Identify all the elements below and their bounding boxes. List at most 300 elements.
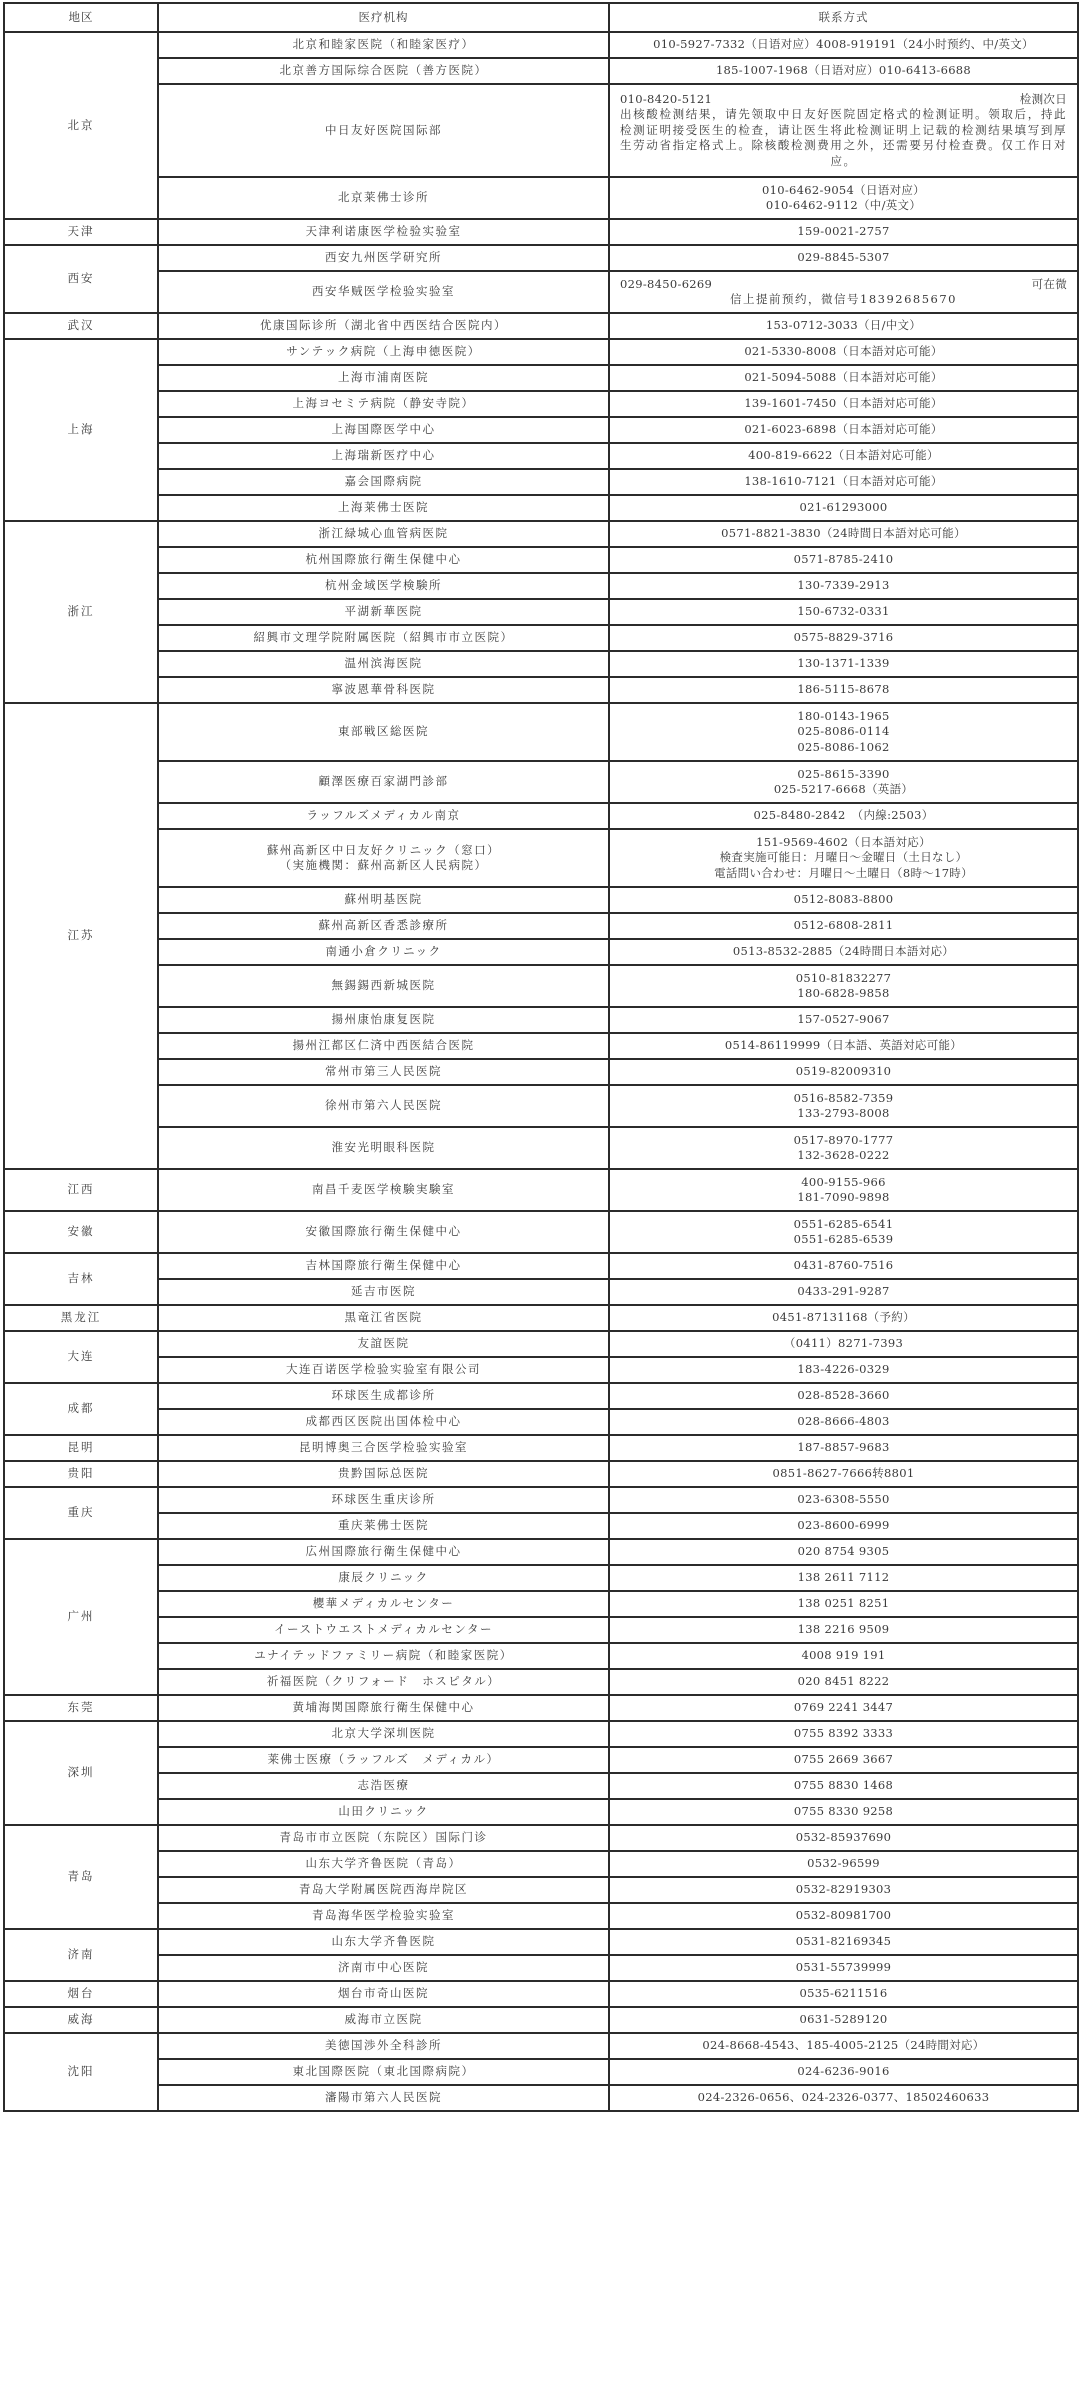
institution-cell bbox=[158, 573, 609, 599]
contact-cell bbox=[609, 547, 1078, 573]
institution-name: 瀋陽市第六人民医院 bbox=[325, 2090, 442, 2105]
institution-cell bbox=[158, 1305, 609, 1331]
table-row bbox=[4, 887, 1078, 913]
contact-line: 0519-82009310 bbox=[795, 1064, 892, 1079]
institution-cell bbox=[158, 84, 609, 177]
table-row bbox=[4, 1773, 1078, 1799]
contact-cell bbox=[609, 1747, 1078, 1773]
contact-cell bbox=[609, 1981, 1078, 2007]
contact-cell bbox=[609, 365, 1078, 391]
table-row bbox=[4, 1461, 1078, 1487]
institution-cell bbox=[158, 1929, 609, 1955]
contact-cell bbox=[609, 599, 1078, 625]
institution-cell bbox=[158, 1461, 609, 1487]
table-row bbox=[4, 271, 1078, 313]
table-row bbox=[4, 1617, 1078, 1643]
institution-cell bbox=[158, 177, 609, 219]
contact-cell bbox=[609, 1331, 1078, 1357]
institution-name: 友誼医院 bbox=[357, 1336, 410, 1351]
contact-cell bbox=[609, 271, 1078, 313]
table-header bbox=[4, 3, 1078, 32]
contact-cell bbox=[609, 1059, 1078, 1085]
contact-cell bbox=[609, 803, 1078, 829]
contact-line: 400-9155-966 bbox=[801, 1174, 886, 1189]
phone-number: 029-8450-6269 bbox=[620, 276, 713, 291]
institution-cell bbox=[158, 1565, 609, 1591]
table-row bbox=[4, 1357, 1078, 1383]
institution-name: 昆明博奥三合医学检验实验室 bbox=[299, 1440, 468, 1455]
table-row bbox=[4, 1721, 1078, 1747]
institution-cell bbox=[158, 965, 609, 1007]
institution-cell bbox=[158, 365, 609, 391]
contact-line: 0532-96599 bbox=[807, 1856, 880, 1871]
table-row bbox=[4, 1305, 1078, 1331]
region-cell: 青岛 bbox=[4, 1825, 158, 1929]
contact-line: 010-6462-9112（中/英文） bbox=[765, 198, 922, 212]
clinic-table bbox=[3, 2, 1079, 2112]
contact-cell bbox=[609, 1617, 1078, 1643]
table-row bbox=[4, 1799, 1078, 1825]
region-cell: 西安 bbox=[4, 245, 158, 313]
contact-cell bbox=[609, 2033, 1078, 2059]
contact-cell bbox=[609, 1565, 1078, 1591]
institution-cell bbox=[158, 443, 609, 469]
institution-name: 蘇州高新区中日友好クリニック（窓口） bbox=[266, 842, 501, 857]
contact-line: 028-8666-4803 bbox=[797, 1414, 890, 1429]
table-row bbox=[4, 365, 1078, 391]
contact-cell bbox=[609, 1357, 1078, 1383]
contact-line: 133-2793-8008 bbox=[797, 1106, 890, 1120]
contact-cell bbox=[609, 677, 1078, 703]
contact-cell bbox=[609, 1851, 1078, 1877]
institution-name: イーストウエストメディカルセンター bbox=[274, 1622, 493, 1637]
contact-line: 0755 8392 3333 bbox=[793, 1726, 894, 1741]
institution-cell bbox=[158, 2007, 609, 2033]
contact-cell bbox=[609, 219, 1078, 245]
table-row bbox=[4, 2033, 1078, 2059]
institution-cell bbox=[158, 887, 609, 913]
institution-cell bbox=[158, 1721, 609, 1747]
contact-line: 0512-8083-8800 bbox=[793, 892, 894, 907]
contact-line: 0755 8830 1468 bbox=[793, 1778, 894, 1793]
contact-line: 電話問い合わせ：月曜日～土曜日（8時～17時） bbox=[714, 865, 973, 880]
table-row bbox=[4, 803, 1078, 829]
contact-cell bbox=[609, 2085, 1078, 2111]
institution-cell bbox=[158, 339, 609, 365]
institution-cell bbox=[158, 1877, 609, 1903]
institution-name: 上海ヨセミテ病院（静安寺院） bbox=[292, 396, 475, 411]
institution-name: 広州国際旅行衛生保健中心 bbox=[305, 1544, 462, 1559]
institution-cell bbox=[158, 1033, 609, 1059]
region-cell: 武汉 bbox=[4, 313, 158, 339]
contact-line: 010-6462-9054（日语对应） bbox=[762, 182, 925, 197]
contact-line: 025-8086-1062 bbox=[797, 739, 890, 754]
contact-cell bbox=[609, 1929, 1078, 1955]
contact-line: 0431-8760-7516 bbox=[793, 1258, 894, 1273]
institution-name: 顧澤医療百家湖門診部 bbox=[318, 774, 449, 789]
institution-cell bbox=[158, 1007, 609, 1033]
institution-name: 寧波恩華骨科医院 bbox=[331, 682, 436, 697]
region-cell: 成都 bbox=[4, 1383, 158, 1435]
contact-cell bbox=[609, 761, 1078, 803]
contact-line: 0451-87131168（予約） bbox=[772, 1310, 915, 1325]
table-row bbox=[4, 469, 1078, 495]
institution-cell bbox=[158, 1539, 609, 1565]
institution-name: ユナイテッドファミリー病院（和睦家医院） bbox=[254, 1648, 513, 1663]
contact-cell bbox=[609, 1669, 1078, 1695]
institution-cell bbox=[158, 803, 609, 829]
region-cell: 江苏 bbox=[4, 703, 158, 1169]
region-cell: 广州 bbox=[4, 1539, 158, 1695]
institution-name: 贵黔国际总医院 bbox=[338, 1466, 429, 1481]
contact-cell bbox=[609, 1591, 1078, 1617]
table-row bbox=[4, 417, 1078, 443]
contact-line: 0433-291-9287 bbox=[797, 1284, 890, 1299]
table-row bbox=[4, 1591, 1078, 1617]
contact-line: 153-0712-3033（日/中文） bbox=[765, 318, 922, 333]
table-row bbox=[4, 1903, 1078, 1929]
institution-cell bbox=[158, 1085, 609, 1127]
contact-cell bbox=[609, 573, 1078, 599]
contact-cell bbox=[609, 521, 1078, 547]
table-row bbox=[4, 2059, 1078, 2085]
table-row bbox=[4, 1955, 1078, 1981]
contact-line: 010-5927-7332（日语对应）4008-919191（24小时预约、中/英文） bbox=[653, 37, 1034, 52]
contact-first-line bbox=[620, 277, 1067, 293]
institution-name: 南昌千麦医学検験実験室 bbox=[312, 1182, 455, 1197]
institution-name: 上海瑞新医疗中心 bbox=[331, 448, 436, 463]
institution-cell bbox=[158, 1591, 609, 1617]
contact-line: 138 2611 7112 bbox=[797, 1570, 890, 1585]
contact-cell bbox=[609, 1825, 1078, 1851]
institution-name: 嘉会国際病院 bbox=[344, 474, 423, 489]
table-row bbox=[4, 1487, 1078, 1513]
table-row bbox=[4, 1565, 1078, 1591]
institution-cell bbox=[158, 1851, 609, 1877]
institution-name: 黒竜江省医院 bbox=[344, 1310, 423, 1325]
table-row bbox=[4, 1007, 1078, 1033]
contact-line: 151-9569-4602（日本語対応） bbox=[756, 834, 931, 849]
institution-name: 常州市第三人民医院 bbox=[325, 1064, 442, 1079]
institution-name: 淮安光明眼科医院 bbox=[331, 1140, 436, 1155]
contact-line: 150-6732-0331 bbox=[797, 604, 890, 619]
contact-cell bbox=[609, 1279, 1078, 1305]
header-contact: 联系方式 bbox=[609, 3, 1078, 32]
contact-cell bbox=[609, 829, 1078, 887]
institution-cell bbox=[158, 1955, 609, 1981]
institution-cell bbox=[158, 651, 609, 677]
institution-name: 安徽国際旅行衛生保健中心 bbox=[305, 1224, 462, 1239]
institution-name: 延吉市医院 bbox=[351, 1284, 416, 1299]
contact-cell bbox=[609, 1721, 1078, 1747]
table-row bbox=[4, 1059, 1078, 1085]
contact-line: 138 2216 9509 bbox=[797, 1622, 890, 1637]
institution-cell bbox=[158, 1903, 609, 1929]
institution-name: 成都西区医院出国体检中心 bbox=[305, 1414, 462, 1429]
document-page bbox=[3, 2, 1077, 2112]
contact-line: 020 8754 9305 bbox=[797, 1544, 890, 1559]
contact-line: 186-5115-8678 bbox=[797, 682, 890, 697]
institution-cell bbox=[158, 469, 609, 495]
institution-name: サンテック病院（上海申徳医院） bbox=[286, 344, 481, 359]
institution-cell bbox=[158, 313, 609, 339]
contact-line: 400-819-6622（日本語対応可能） bbox=[748, 448, 939, 463]
region-cell: 天津 bbox=[4, 219, 158, 245]
table-row bbox=[4, 1085, 1078, 1127]
contact-line: 180-0143-1965 bbox=[797, 708, 890, 723]
contact-line: 021-61293000 bbox=[799, 500, 888, 515]
table-row bbox=[4, 339, 1078, 365]
table-row bbox=[4, 84, 1078, 177]
contact-cell bbox=[609, 84, 1078, 177]
table-row bbox=[4, 1669, 1078, 1695]
table-row bbox=[4, 245, 1078, 271]
note-lead: 可在微 bbox=[1031, 276, 1067, 291]
table-row bbox=[4, 1695, 1078, 1721]
institution-name: ラッフルズメディカル南京 bbox=[306, 808, 461, 823]
institution-cell bbox=[158, 913, 609, 939]
header-institution: 医疗机构 bbox=[158, 3, 609, 32]
contact-cell bbox=[609, 1955, 1078, 1981]
institution-name: 北京善方国际综合医院（善方医院） bbox=[279, 63, 488, 78]
table-row bbox=[4, 1169, 1078, 1211]
institution-name: 上海国際医学中心 bbox=[331, 422, 436, 437]
institution-name: 杭州金域医学検験所 bbox=[325, 578, 442, 593]
contact-cell bbox=[609, 443, 1078, 469]
institution-name: 西安九州医学研究所 bbox=[325, 250, 442, 265]
table-row bbox=[4, 939, 1078, 965]
table-row bbox=[4, 177, 1078, 219]
table-row bbox=[4, 1033, 1078, 1059]
institution-cell bbox=[158, 495, 609, 521]
institution-name: 徐州市第六人民医院 bbox=[325, 1098, 442, 1113]
institution-name: 山东大学齐鲁医院 bbox=[331, 1934, 436, 1949]
region-cell: 江西 bbox=[4, 1169, 158, 1211]
institution-cell bbox=[158, 2085, 609, 2111]
contact-line: 138-1610-7121（日本語対応可能） bbox=[744, 474, 943, 489]
contact-line: 183-4226-0329 bbox=[797, 1362, 890, 1377]
contact-cell bbox=[609, 1643, 1078, 1669]
contact-cell bbox=[609, 1253, 1078, 1279]
institution-cell bbox=[158, 1825, 609, 1851]
contact-line: 021-5094-5088（日本語対応可能） bbox=[744, 370, 943, 385]
table-row bbox=[4, 829, 1078, 887]
institution-cell bbox=[158, 1773, 609, 1799]
contact-cell bbox=[609, 1085, 1078, 1127]
institution-cell bbox=[158, 677, 609, 703]
institution-cell bbox=[158, 1383, 609, 1409]
contact-line: 0631-5289120 bbox=[799, 2012, 888, 2027]
contact-cell bbox=[609, 1007, 1078, 1033]
contact-line: 023-8600-6999 bbox=[797, 1518, 890, 1533]
contact-line: 021-5330-8008（日本語対応可能） bbox=[744, 344, 943, 359]
contact-line: 138 0251 8251 bbox=[797, 1596, 890, 1611]
contact-line: 0514-86119999（日本語、英語対応可能） bbox=[724, 1038, 963, 1053]
phone-number: 010-8420-5121 bbox=[620, 91, 713, 106]
contact-line: 0535-6211516 bbox=[799, 1986, 888, 2001]
contact-line: 0551-6285-6539 bbox=[793, 1232, 894, 1246]
institution-cell bbox=[158, 32, 609, 58]
table-row bbox=[4, 219, 1078, 245]
table-row bbox=[4, 1331, 1078, 1357]
institution-cell bbox=[158, 625, 609, 651]
contact-first-line bbox=[620, 92, 1067, 108]
institution-cell bbox=[158, 271, 609, 313]
table-row bbox=[4, 761, 1078, 803]
contact-line: 0532-82919303 bbox=[795, 1882, 892, 1897]
institution-name: 大连百诺医学检验实验室有限公司 bbox=[286, 1362, 481, 1377]
contact-cell bbox=[609, 1127, 1078, 1169]
institution-cell bbox=[158, 703, 609, 761]
contact-cell bbox=[609, 703, 1078, 761]
table-row bbox=[4, 313, 1078, 339]
institution-name: 莱佛士医療（ラッフルズ メディカル） bbox=[267, 1752, 500, 1767]
institution-cell bbox=[158, 1409, 609, 1435]
header-region: 地区 bbox=[4, 3, 158, 32]
contact-line: 0531-55739999 bbox=[795, 1960, 892, 1975]
table-row bbox=[4, 1383, 1078, 1409]
contact-line: 024-8668-4543、185-4005-2125（24時間対応） bbox=[702, 2038, 985, 2053]
region-cell: 吉林 bbox=[4, 1253, 158, 1305]
institution-name: （実施機関：蘇州高新区人民病院） bbox=[279, 858, 488, 872]
contact-line: 0512-6808-2811 bbox=[793, 918, 894, 933]
institution-name: 無錫錫西新城医院 bbox=[331, 978, 436, 993]
contact-line: 0769 2241 3447 bbox=[793, 1700, 894, 1715]
table-row bbox=[4, 599, 1078, 625]
table-row bbox=[4, 521, 1078, 547]
institution-cell bbox=[158, 599, 609, 625]
table-row bbox=[4, 1127, 1078, 1169]
contact-line: 検査実施可能日：月曜日～金曜日（土日なし） bbox=[719, 850, 968, 865]
region-cell: 大连 bbox=[4, 1331, 158, 1383]
institution-name: 浙江緑城心血管病医院 bbox=[318, 526, 449, 541]
table-row bbox=[4, 443, 1078, 469]
institution-cell bbox=[158, 1643, 609, 1669]
contact-line: 025-8086-0114 bbox=[797, 724, 890, 739]
institution-name: 北京莱佛士诊所 bbox=[338, 190, 429, 205]
institution-name: 蘇州明基医院 bbox=[344, 892, 423, 907]
institution-cell bbox=[158, 245, 609, 271]
contact-line: 180-6828-9858 bbox=[797, 986, 890, 1000]
contact-line: 025-5217-6668（英語） bbox=[773, 782, 914, 796]
institution-name: 櫻華メディカルセンター bbox=[312, 1596, 455, 1611]
table-row bbox=[4, 1747, 1078, 1773]
table-row bbox=[4, 677, 1078, 703]
contact-line: 025-8480-2842 （内線:2503） bbox=[753, 808, 934, 823]
contact-cell bbox=[609, 417, 1078, 443]
institution-cell bbox=[158, 1513, 609, 1539]
table-row bbox=[4, 1279, 1078, 1305]
region-cell: 昆明 bbox=[4, 1435, 158, 1461]
table-row bbox=[4, 913, 1078, 939]
note-text: 出核酸检测结果，请先领取中日友好医院固定格式的检测证明。领取后，持此检测证明接受医生的检查，请让医生将此检测证明上记载的检测结果填写到厚生劳动省指定格式上。除核酸检测费用之外，还需要另付检查费。仅工作日对应。 bbox=[620, 107, 1067, 168]
note-text: 信上提前预约，微信号18392685670 bbox=[730, 292, 957, 306]
contact-line: 185-1007-1968（日语对应）010-6413-6688 bbox=[715, 63, 972, 78]
institution-cell bbox=[158, 521, 609, 547]
contact-line: 0575-8829-3716 bbox=[793, 630, 894, 645]
contact-line: 130-1371-1339 bbox=[797, 656, 890, 671]
institution-name: 环球医生重庆诊所 bbox=[331, 1492, 436, 1507]
contact-line: 130-7339-2913 bbox=[797, 578, 890, 593]
institution-cell bbox=[158, 1279, 609, 1305]
table-row bbox=[4, 1409, 1078, 1435]
region-cell: 重庆 bbox=[4, 1487, 158, 1539]
region-cell: 北京 bbox=[4, 32, 158, 219]
table-row bbox=[4, 1253, 1078, 1279]
contact-cell bbox=[609, 1877, 1078, 1903]
institution-cell bbox=[158, 391, 609, 417]
table-row bbox=[4, 58, 1078, 84]
contact-line: 132-3628-0222 bbox=[797, 1148, 890, 1162]
institution-cell bbox=[158, 2033, 609, 2059]
contact-line: 029-8845-5307 bbox=[797, 250, 890, 265]
contact-cell bbox=[609, 965, 1078, 1007]
institution-name: 青岛海华医学检验实验室 bbox=[312, 1908, 455, 1923]
contact-cell bbox=[609, 1799, 1078, 1825]
institution-name: 重庆莱佛士医院 bbox=[338, 1518, 429, 1533]
contact-line: 021-6023-6898（日本語対応可能） bbox=[744, 422, 943, 437]
table-row bbox=[4, 547, 1078, 573]
contact-line: 0531-82169345 bbox=[795, 1934, 892, 1949]
contact-line: 0532-80981700 bbox=[795, 1908, 892, 1923]
region-cell: 浙江 bbox=[4, 521, 158, 703]
contact-cell bbox=[609, 469, 1078, 495]
institution-name: 志浩医療 bbox=[357, 1778, 410, 1793]
table-row bbox=[4, 1929, 1078, 1955]
contact-cell bbox=[609, 1211, 1078, 1253]
contact-line: 139-1601-7450（日本語対応可能） bbox=[744, 396, 943, 411]
institution-cell bbox=[158, 1357, 609, 1383]
institution-cell bbox=[158, 1211, 609, 1253]
institution-cell bbox=[158, 58, 609, 84]
institution-cell bbox=[158, 417, 609, 443]
region-cell: 威海 bbox=[4, 2007, 158, 2033]
institution-name: 中日友好医院国际部 bbox=[325, 122, 442, 137]
region-cell: 济南 bbox=[4, 1929, 158, 1981]
institution-name: 济南市中心医院 bbox=[338, 1960, 429, 1975]
contact-cell bbox=[609, 1305, 1078, 1331]
contact-cell bbox=[609, 913, 1078, 939]
institution-name: 西安华贼医学检验实验室 bbox=[312, 284, 455, 299]
institution-name: 优康国际诊所（湖北省中西医结合医院内） bbox=[260, 318, 507, 333]
institution-cell bbox=[158, 1253, 609, 1279]
institution-name: 温州滨海医院 bbox=[344, 656, 423, 671]
table-row bbox=[4, 32, 1078, 58]
institution-cell bbox=[158, 1059, 609, 1085]
institution-cell bbox=[158, 1695, 609, 1721]
table-row bbox=[4, 1851, 1078, 1877]
region-cell: 上海 bbox=[4, 339, 158, 521]
contact-line: 0571-8821-3830（24時間日本語対応可能） bbox=[721, 526, 966, 541]
table-row bbox=[4, 1435, 1078, 1461]
institution-cell bbox=[158, 1669, 609, 1695]
institution-cell bbox=[158, 1331, 609, 1357]
table-row bbox=[4, 1981, 1078, 2007]
table-body bbox=[4, 32, 1078, 2111]
table-row bbox=[4, 703, 1078, 761]
contact-line: 025-8615-3390 bbox=[797, 766, 890, 781]
contact-cell bbox=[609, 1513, 1078, 1539]
contact-cell bbox=[609, 2007, 1078, 2033]
contact-line: 023-6308-5550 bbox=[797, 1492, 890, 1507]
table-row bbox=[4, 1877, 1078, 1903]
contact-line: 187-8857-9683 bbox=[797, 1440, 890, 1455]
institution-name: 北京和睦家医院（和睦家医疗） bbox=[292, 37, 475, 52]
table-row bbox=[4, 651, 1078, 677]
table-row bbox=[4, 1643, 1078, 1669]
region-cell: 沈阳 bbox=[4, 2033, 158, 2111]
region-cell: 深圳 bbox=[4, 1721, 158, 1825]
